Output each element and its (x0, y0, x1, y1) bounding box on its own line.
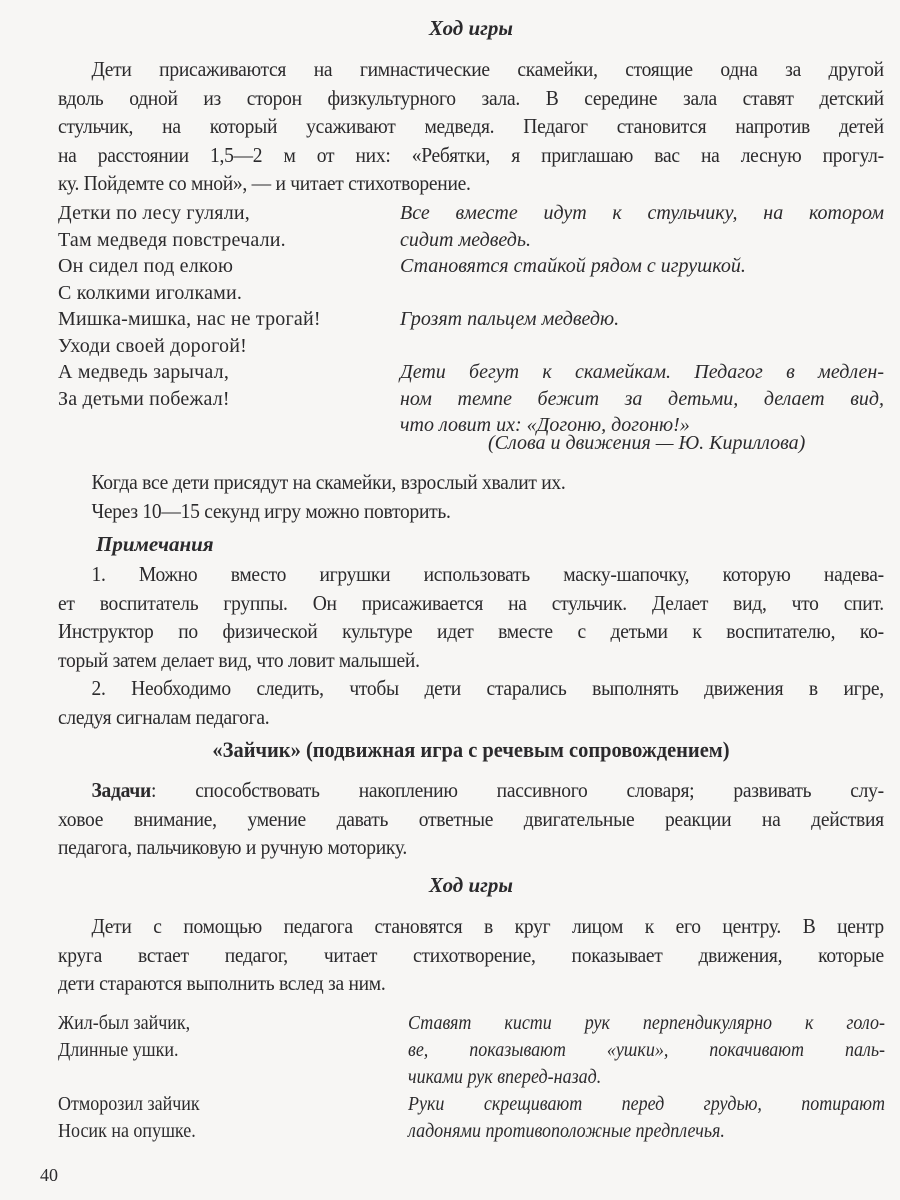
game-intro-paragraph (58, 55, 884, 198)
tasks-label: Задачи (91, 778, 152, 802)
movement-note-line: ве, показывают «ушки», покачивают паль- (408, 1039, 885, 1061)
text-line: 1. Можно вместо игрушки использовать маску-шапочку, которую надева- (91, 562, 884, 586)
text-line: следуя сигналам педагога. (58, 704, 270, 729)
text-line (58, 776, 884, 805)
poem-line: Там медведя повстречали. (58, 228, 286, 251)
poem-line: Он сидел под елкою (58, 255, 234, 277)
poem-line: За детьми побежал! (58, 387, 230, 410)
text-line: стульчик, на который усаживают медведя. Педагог становится напротив детей (58, 114, 884, 138)
poem-line: Отморозил зайчик (58, 1093, 200, 1115)
notes-heading: Примечания (96, 532, 214, 556)
poem-bunny (58, 1010, 200, 1145)
movement-note-line: Дети бегут к скамейкам. Педагог в медлен- (400, 361, 884, 383)
text-line: 2. Необходимо следить, чтобы дети старались выполнять движения в игре, (91, 676, 884, 700)
page-number: 40 (40, 1165, 58, 1185)
poem-line: Длинные ушки. (58, 1039, 179, 1061)
movement-note-line: ном темпе бежит за детьми, делает вид, (400, 387, 884, 410)
poem-bear (58, 200, 321, 412)
game-title-bunny: «Зайчик» (подвижная игра с речевым сопровождением) (212, 737, 730, 762)
poem-line: С колкими иголками. (58, 281, 243, 304)
game-progress-heading: Ход игры (429, 16, 513, 40)
poem-attribution: (Слова и движения — Ю. Кириллова) (488, 432, 806, 454)
game-after-paragraph (58, 468, 884, 525)
tasks-paragraph (58, 776, 884, 862)
text-line: дети стараются выполнить вслед за ним. (58, 971, 386, 995)
text-line: Дети присаживаются на гимнастические скамейки, стоящие одна за другой (91, 57, 884, 81)
text-line: ку. Пойдемте со мной», — и читает стихотворение. (58, 171, 471, 195)
movement-note-line: Все вместе идут к стульчику, на котором (400, 202, 884, 224)
game-intro-paragraph-bunny (58, 912, 884, 998)
poem-line: Носик на опушке. (58, 1120, 196, 1142)
movement-note-line: что ловит их: «Догоню, догоню!» (400, 414, 690, 436)
poem-line: Детки по лесу гуляли, (58, 202, 250, 224)
movement-note-line: сидит медведь. (400, 228, 531, 251)
poem-line: Мишка-мишка, нас не трогай! (58, 308, 321, 330)
movement-note-line: чиками рук вперед-назад. (408, 1066, 602, 1088)
poem-line: А медведь зарычал, (58, 361, 230, 383)
text-line: Дети с помощью педагога становятся в круг лицом к его центру. В центр (91, 914, 884, 938)
movement-note-line: Ставят кисти рук перпендикулярно к голо- (408, 1012, 885, 1034)
text-line: Через 10—15 секунд игру можно повторить. (91, 498, 451, 523)
tasks-text: : способствовать накоплению пассивного словаря; развивать слу- (151, 778, 884, 802)
text-line: Инструктор по физической культуре идет вместе с детьми к воспитателю, ко- (58, 619, 884, 643)
text-line: круга встает педагог, читает стихотворение, показывает движения, которые (58, 942, 884, 967)
poem-line: Жил-был зайчик, (58, 1012, 191, 1034)
poem-line: Уходи своей дорогой! (58, 334, 247, 357)
notes-paragraph-1 (58, 560, 884, 731)
movement-note-line: ладонями противоположные предплечья. (408, 1120, 725, 1142)
movement-notes-bear (400, 200, 884, 439)
text-line: торый затем делает вид, что ловит малышей. (58, 647, 420, 672)
text-line: ховое внимание, умение давать ответные двигательные реакции на действия (58, 806, 884, 831)
movement-note-line: Руки скрещивают перед грудью, потирают (408, 1093, 885, 1115)
text-line: ет воспитатель группы. Он присаживается на стульчик. Делает вид, что спит. (58, 590, 884, 615)
text-line: Когда все дети присядут на скамейки, взрослый хвалит их. (91, 470, 566, 494)
text-line: педагога, пальчиковую и ручную моторику. (58, 835, 407, 859)
text-line: на расстоянии 1,5—2 м от них: «Ребятки, я приглашаю вас на лесную прогул- (58, 142, 884, 167)
movement-notes-bunny (408, 1010, 885, 1145)
movement-note-line: Грозят пальцем медведю. (400, 308, 620, 330)
game-progress-heading-bunny: Ход игры (429, 873, 513, 897)
text-line: вдоль одной из сторон физкультурного зала. В середине зала ставят детский (58, 85, 884, 110)
movement-note-line: Становятся стайкой рядом с игрушкой. (400, 255, 746, 277)
